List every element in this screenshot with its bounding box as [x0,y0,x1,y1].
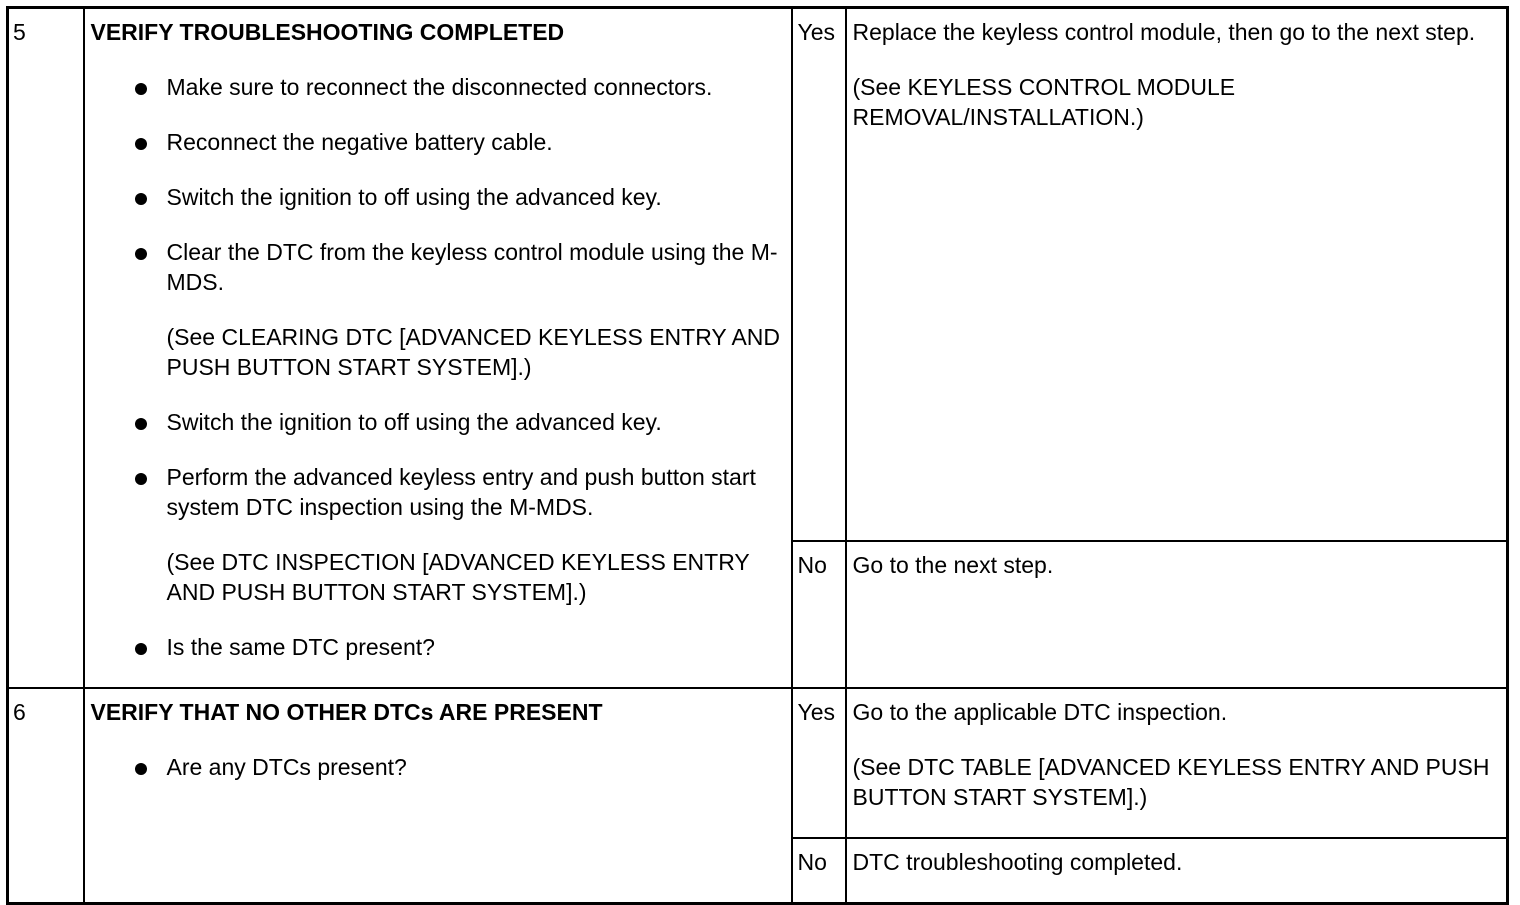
list-item [91,407,785,437]
step-heading: VERIFY THAT NO OTHER DTCs ARE PRESENT [90,699,603,725]
bullet-icon [135,193,147,205]
result-text: Go to the next step. [852,551,1054,578]
step-text: Make sure to reconnect the disconnected connectors. [166,74,713,100]
list-item [91,127,785,157]
result-text: (See KEYLESS CONTROL MODULE REMOVAL/INSTALLATION.) [852,74,1236,130]
result-cell [846,688,1508,838]
result-cell [846,838,1508,904]
result-text: DTC troubleshooting completed. [852,849,1183,875]
list-item [91,752,785,782]
bullet-icon [135,763,147,775]
step-text: Switch the ignition to off using the advanced key. [166,184,662,210]
list-item [91,182,785,212]
result-cell [846,541,1508,688]
list-item [91,237,785,382]
step-text: Reconnect the negative battery cable. [166,129,553,155]
reference-note: (See DTC INSPECTION [ADVANCED KEYLESS ENTRY AND PUSH BUTTON START SYSTEM].) [166,549,750,605]
procedure-page [6,6,1506,875]
step-text: Is the same DTC present? [166,634,435,660]
bullet-icon [135,248,147,260]
reference-note: (See CLEARING DTC [ADVANCED KEYLESS ENTRY AND PUSH BUTTON START SYSTEM].) [166,324,781,380]
action-cell [84,688,792,904]
step-text: Switch the ignition to off using the advanced key. [166,409,662,435]
answer-yes: Yes [792,688,846,838]
list-item [91,72,785,102]
step-text: Are any DTCs present? [166,754,407,780]
step-text: Perform the advanced keyless entry and push button start system DTC inspection using the M-MDS. [166,464,756,520]
answer-yes: Yes [792,8,846,541]
step-number: 6 [8,688,84,904]
list-item [91,632,785,662]
step-list [91,72,785,662]
bullet-icon [135,83,147,95]
bullet-icon [135,643,147,655]
step-number: 5 [8,8,84,689]
step-text: Clear the DTC from the keyless control module using the M-MDS. [166,239,778,295]
bullet-icon [135,418,147,430]
step-heading: VERIFY TROUBLESHOOTING COMPLETED [90,19,565,45]
result-text: Replace the keyless control module, then go to the next step. [852,19,1476,45]
answer-no: No [792,838,846,904]
result-text: (See DTC TABLE [ADVANCED KEYLESS ENTRY AND PUSH BUTTON START SYSTEM].) [852,754,1490,810]
table-row [8,8,1508,541]
action-cell [84,8,792,689]
result-cell [846,8,1508,541]
table-row [8,688,1508,838]
step-list [91,752,785,782]
answer-no: No [792,541,846,688]
bullet-icon [135,138,147,150]
troubleshooting-table [6,6,1509,905]
list-item [91,462,785,607]
result-text: Go to the applicable DTC inspection. [852,699,1228,725]
bullet-icon [135,473,147,485]
